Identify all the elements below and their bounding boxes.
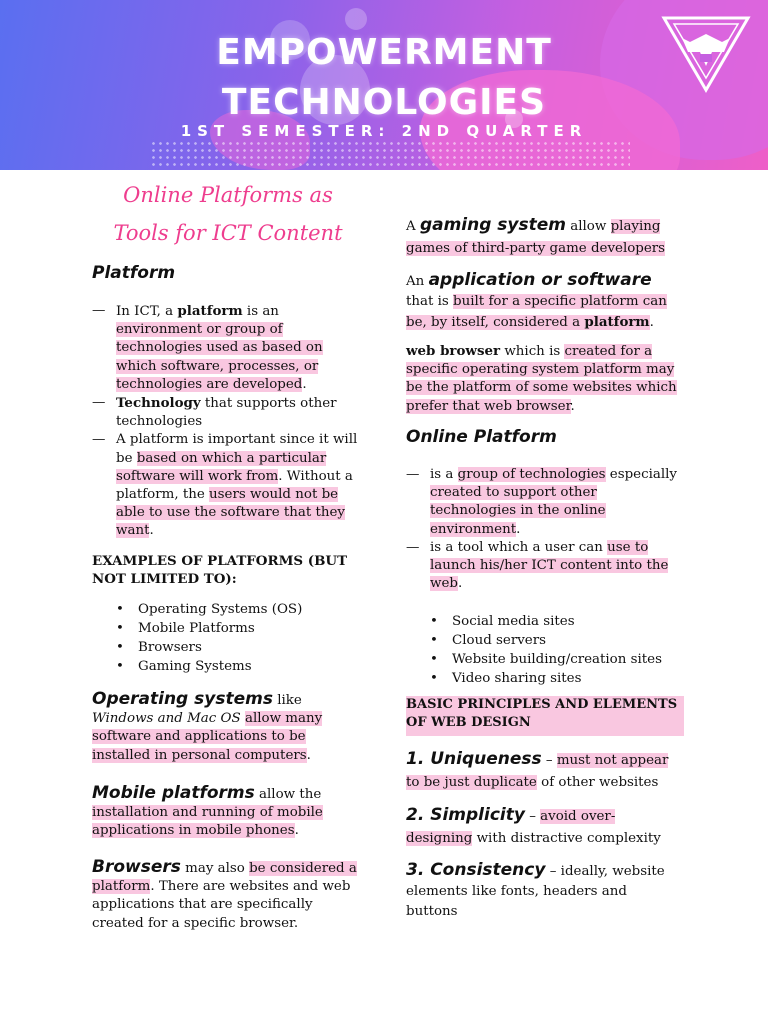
decorative-bubble [345,8,367,30]
platform-heading: Platform [92,263,176,283]
header-banner [0,0,768,170]
list-item: — In ICT, a platform is an environment or group of technologies used as based on which software, processes, or technologies are developed. [92,302,364,394]
examples-list [92,600,388,676]
principle-uniqueness: 1. Uniqueness – must not appear to be just duplicate of other websites [406,749,669,790]
principle-consistency: 3. Consistency – ideally, website elements like fonts, headers and buttons [406,860,665,919]
school-logo-icon [660,12,752,94]
banner-title-line1: EMPOWERMENT [216,32,552,73]
examples-heading: EXAMPLES OF PLATFORMS (BUT NOT LIMITED TO): [92,553,348,588]
online-platform-definitions [406,466,678,593]
title-line1: Online Platforms as [123,183,333,207]
list-item: — Technology that supports other technologies [92,394,364,431]
banner-title-line2: TECHNOLOGIES [221,82,547,123]
list-item: — is a group of technologies especially created to support other technologies in the online environment. [406,466,678,539]
banner-subtitle: 1ST SEMESTER: 2ND QUARTER [180,122,588,140]
list-item: • Website building/creation sites [430,650,702,669]
title-line2: Tools for ICT Content [113,221,343,245]
list-item: — is a tool which a user can use to launch his/her ICT content into the web. [406,539,678,594]
list-item: • Mobile Platforms [116,619,388,638]
principles-heading: BASIC PRINCIPLES AND ELEMENTS OF WEB DESIGN [406,696,684,736]
list-item: • Browsers [116,638,388,657]
principle-simplicity: 2. Simplicity – avoid over-designing with distractive complexity [406,805,661,846]
list-item: • Social media sites [430,612,702,631]
list-item: • Gaming Systems [116,657,388,676]
list-item: • Operating Systems (OS) [116,600,388,619]
online-platform-heading: Online Platform [406,427,557,447]
list-item: — A platform is important since it will be based on which a particular software will work from. Without a platform, the users would not be able to use the software that they want. [92,431,364,540]
list-item: • Cloud servers [430,631,702,650]
application-paragraph: An application or software that is built for a specific platform can be, by itself, considered a platform. [406,270,667,330]
document-title [92,176,364,252]
gaming-paragraph: A gaming system allow playing games of third-party game developers [406,215,666,256]
list-item: • Video sharing sites [430,669,702,688]
online-examples-list [406,612,702,688]
decorative-dot-pattern [150,140,630,170]
os-paragraph: Operating systems like Windows and Mac OS allow many software and applications to be installed in personal computers. [92,689,323,763]
mobile-paragraph: Mobile platforms allow the installation and running of mobile applications in mobile phones. [92,783,323,839]
browsers-paragraph: Browsers may also be considered a platform. There are websites and web applications that are specifically created for a specific browser. [92,857,357,931]
platform-definitions [92,302,364,541]
web-browser-paragraph: web browser which is created for a specific operating system platform may be the platform of some websites which prefer that web browser. [406,343,677,414]
